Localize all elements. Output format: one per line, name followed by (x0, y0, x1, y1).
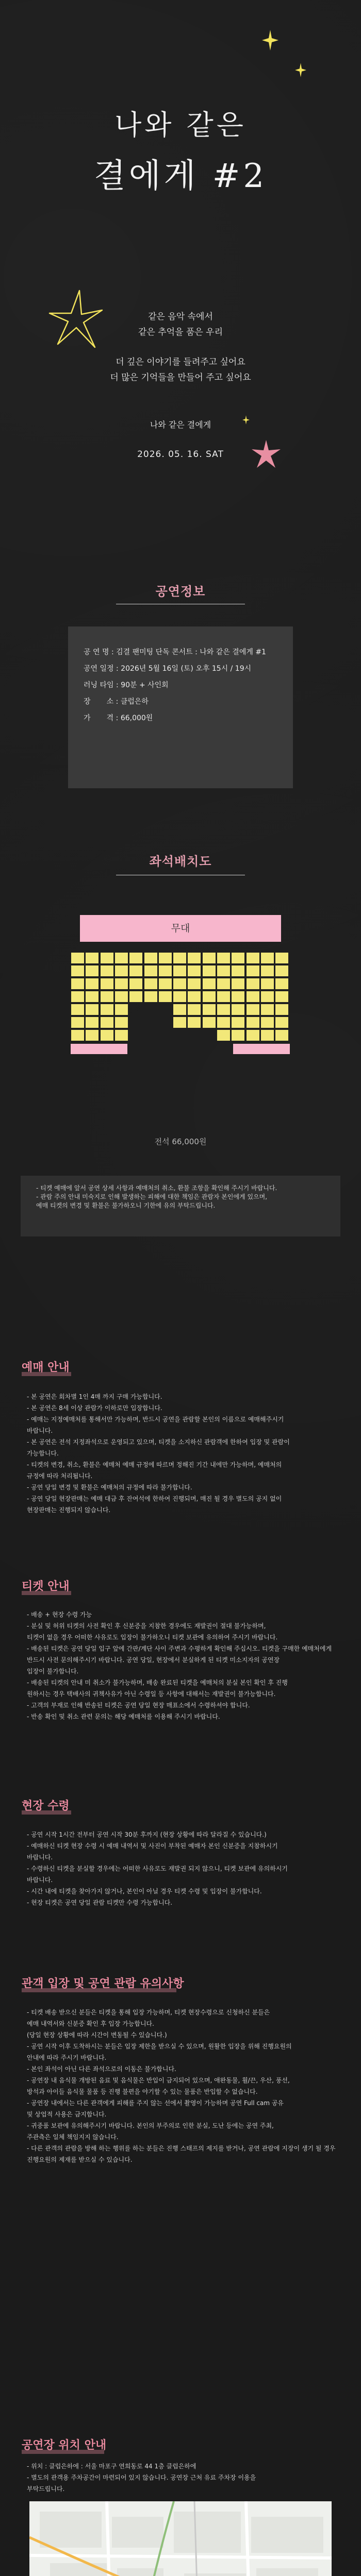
seat[interactable] (115, 965, 128, 976)
seat[interactable] (144, 965, 157, 976)
seat[interactable] (247, 1030, 259, 1041)
seat[interactable] (173, 1017, 186, 1028)
body-line: - 공연 당일 변경 및 환불은 예매처의 규정에 따라 불가합니다. (27, 1484, 192, 1491)
seat[interactable] (129, 953, 142, 963)
seat[interactable] (188, 991, 201, 1002)
venue-heading: 공연장 위치 안내 (22, 2436, 106, 2452)
body-line: - 티켓 배송 받으신 분들은 티켓을 통해 입장 가능하며, 티켓 현장수령으로 신청하신 분들은 (27, 2009, 270, 2016)
body-line: - 현장 티켓은 공연 당일 관람 티켓만 수령 가능합니다. (27, 1899, 173, 1906)
seat[interactable] (203, 991, 216, 1002)
hero-lyric: 더 많은 기억들을 만들어 주고 싶어요 (110, 372, 251, 383)
caution-text (27, 2007, 347, 2165)
seat[interactable] (261, 965, 274, 976)
info-row-schedule: 공연 일정 : 2026년 5월 16일 (토) 오후 15시 / 19시 (84, 665, 252, 673)
seat[interactable] (101, 1004, 113, 1015)
body-line: 예매 내역서와 신분증 확인 후 입장 가능합니다. (27, 2020, 154, 2027)
seat[interactable] (115, 1030, 128, 1041)
info-row-runtime: 러닝 타임 : 90분 + 사인회 (84, 681, 169, 689)
seat[interactable] (159, 965, 172, 976)
notice-line: - 티켓 예매에 앞서 공연 상세 사항과 예매처의 취소, 환불 조항을 확인해 주시기 바랍니다. (36, 1184, 277, 1192)
body-line: - 본인 좌석이 아닌 다른 좌석으로의 이동은 불가합니다. (27, 2065, 176, 2073)
body-line: - 공연장 내 음식물 개방된 음료 및 음식물은 반입이 금지되어 있으며, 애완동물, 휠/끈, 우산, 풍선, (27, 2077, 290, 2084)
body-line: - 별도의 관객용 주차공간이 마련되어 있지 않습니다. 공연장 근처 유료 주차장 이용을 (27, 2474, 256, 2481)
hero-lyric: 같은 음악 속에서 (148, 312, 213, 322)
performance-heading: 공연정보 (155, 584, 206, 599)
hero-lyric: 더 깊은 이야기를 들려주고 싶어요 (116, 357, 245, 367)
seat[interactable] (115, 953, 128, 963)
body-line: 바랍니다. (27, 1427, 53, 1434)
seat[interactable] (71, 965, 84, 976)
body-line: - 분실 및 허위 티켓의 사전 확인 후 신분증을 지참한 경우에도 재발권이 절대 불가능하며, (27, 1622, 266, 1630)
seat[interactable] (86, 978, 99, 989)
seat[interactable] (86, 1030, 99, 1041)
seat[interactable] (261, 991, 274, 1002)
booking-heading: 예매 안내 (22, 1359, 70, 1375)
body-line: 안내에 따라 주시기 바랍니다. (27, 2054, 107, 2061)
performance-info-box (68, 626, 293, 788)
body-line: 가능합니다. (27, 1450, 59, 1457)
seat[interactable] (247, 1017, 259, 1028)
body-line: - 귀중품 보관에 유의해주시기 바랍니다. 본인의 부주의로 인한 분실, 도난 등에는 공연 주최, (27, 2122, 274, 2129)
seat[interactable] (217, 991, 230, 1002)
seat[interactable] (115, 978, 128, 989)
body-line: - 공연 시작 1시간 전부터 공연 시작 30분 후까지 (현장 상황에 따라 달라질 수 있습니다.) (27, 1831, 267, 1838)
pickup-heading: 현장 수령 (22, 1797, 70, 1813)
seatmap-heading: 좌석배치도 (149, 854, 212, 869)
body-line: - 공연 당일 현장판매는 예매 대금 후 잔여석에 한하여 진행되며, 매진 될 경우 별도의 공지 없이 (27, 1495, 282, 1502)
seat[interactable] (247, 978, 259, 989)
seat[interactable] (144, 978, 157, 989)
body-line: 방석과 아이들 음식물 물품 등 진행 불편을 야기할 수 있는 물품은 반입할 수 없습니다. (27, 2088, 258, 2095)
info-row-venue: 장 소 : 클럽은하 (84, 698, 149, 706)
body-line: 진행요원의 제재를 받으실 수 있습니다. (27, 2156, 133, 2163)
seat[interactable] (173, 1004, 186, 1015)
body-line: 입장이 불가합니다. (27, 1668, 79, 1675)
body-line: - 공연장 내에서는 다른 관객에게 피해를 주지 않는 선에서 촬영이 가능하며 공연 Full cam 공유 (27, 2099, 284, 2107)
seat[interactable] (232, 1030, 244, 1041)
seat[interactable] (71, 953, 84, 963)
seat[interactable] (188, 1004, 201, 1015)
body-line: 원하시는 경우 택배사의 귀책사유가 아닌 수령일 등 사항에 대해서는 재발권이 불가능합니다. (27, 1690, 276, 1698)
body-line: - 위치 : 클럽은하에 : 서울 마포구 연희동로 44 1층 클럽은하에 (27, 2463, 196, 2470)
seat[interactable] (159, 953, 172, 963)
seat[interactable] (203, 1004, 216, 1015)
seat[interactable] (275, 1017, 288, 1028)
seat[interactable] (188, 953, 201, 963)
body-line: - 본 공연은 전석 지정좌석으로 운영되고 있으며, 티켓을 소지하신 관람객에 한하여 입장 및 관람이 (27, 1438, 290, 1446)
seat[interactable] (203, 965, 216, 976)
body-line: - 시간 내에 티켓을 찾아가지 않거나, 본인이 아닐 경우 티켓 수령 및 입장이 불가합니다. (27, 1888, 262, 1895)
seat[interactable] (101, 991, 113, 1002)
price-label: 전석 66,000원 (154, 1137, 207, 1146)
seat[interactable] (173, 991, 186, 1002)
body-line: 현장판매는 진행되지 않습니다. (27, 1506, 111, 1514)
body-line: 바랍니다. (27, 1876, 53, 1884)
seat[interactable] (129, 991, 142, 1002)
ticket-text (27, 1609, 347, 1722)
seat[interactable] (129, 965, 142, 976)
hero-title-line1: 나와 같은 (114, 109, 247, 141)
seat[interactable] (71, 1030, 84, 1041)
seat[interactable] (261, 978, 274, 989)
seat[interactable] (275, 953, 288, 963)
body-line: 바랍니다. (27, 1854, 53, 1861)
body-line: - 예매는 지정예매처를 통해서만 가능하며, 반드시 공연을 관람할 본인의 이름으로 예매해주시기 (27, 1416, 284, 1423)
seat[interactable] (261, 1017, 274, 1028)
seat[interactable] (86, 953, 99, 963)
seat[interactable] (101, 978, 113, 989)
seat[interactable] (173, 953, 186, 963)
seat[interactable] (217, 965, 230, 976)
hero-title-line2: 결에게 #2 (93, 157, 268, 195)
sparkle-icon (295, 63, 306, 77)
seat[interactable] (115, 1004, 128, 1015)
caution-heading: 관객 입장 및 공연 관람 유의사항 (22, 1975, 184, 1991)
seat[interactable] (261, 1030, 274, 1041)
booking-text (27, 1391, 347, 1516)
seat[interactable] (232, 953, 244, 963)
seat[interactable] (71, 1017, 84, 1028)
body-line: - 티켓의 변경, 취소, 환불은 예매처 예매 규정에 따르며 정해진 기간 내에만 가능하며, 예매처의 (27, 1461, 282, 1468)
seat[interactable] (101, 965, 113, 976)
body-line: - 반송 확인 및 취소 관련 문의는 해당 예매처를 이용해 주시기 바랍니다. (27, 1713, 220, 1720)
body-line: 및 상업적 사용은 금지합니다. (27, 2111, 107, 2118)
body-line: - 배송된 티켓의 안내 미 취소가 불가능하며, 배송 완료된 티켓을 예매처의 분실 본인 확인 후 진행 (27, 1679, 288, 1686)
seat[interactable] (217, 1004, 230, 1015)
seat[interactable] (247, 1004, 259, 1015)
seat[interactable] (217, 1017, 230, 1028)
seat[interactable] (71, 1004, 84, 1015)
seat[interactable] (232, 991, 244, 1002)
seat[interactable] (115, 1017, 128, 1028)
hero-lyric: 같은 추억을 품은 우리 (138, 327, 223, 337)
seat[interactable] (129, 978, 142, 989)
seat[interactable] (86, 1004, 99, 1015)
seat[interactable] (101, 1017, 113, 1028)
side-section-left (71, 1044, 127, 1054)
map-graphic (29, 2501, 332, 2576)
seat[interactable] (188, 1017, 201, 1028)
seat[interactable] (188, 978, 201, 989)
seat[interactable] (247, 965, 259, 976)
seat[interactable] (101, 1030, 113, 1041)
seat[interactable] (173, 965, 186, 976)
seat[interactable] (203, 1017, 216, 1028)
body-line: - 고객의 부재로 인해 반송된 티켓은 공연 당일 현장 매표소에서 수령하셔야 합니다. (27, 1702, 250, 1709)
body-line: - 본 공연은 회차별 1인 4매 까지 구매 가능합니다. (27, 1393, 162, 1400)
body-line: 부탁드립니다. (27, 2485, 65, 2493)
seat[interactable] (86, 1017, 99, 1028)
seat[interactable] (144, 953, 157, 963)
notice-line: - 관람 주의 안내 미숙지로 인해 발생하는 피해에 대한 책임은 관람자 본인에게 있으며, (36, 1193, 268, 1200)
seat[interactable] (159, 991, 172, 1002)
body-line: (당일 현장 상황에 따라 시간이 변동될 수 있습니다.) (27, 2031, 167, 2039)
hero-subtitle: 나와 같은 결에게 (150, 420, 211, 430)
body-line: - 다른 관객의 관람을 방해 하는 행위를 하는 분들은 진행 스태프의 제지를 받거나, 공연 관람에 지장이 생기 될 경우 (27, 2145, 336, 2152)
seat[interactable] (115, 991, 128, 1002)
body-line: - 수령하신 티켓을 분실할 경우에는 어떠한 사유로도 재발권 되지 않으니, 티켓 보관에 유의하시기 (27, 1865, 288, 1872)
pickup-text (27, 1829, 347, 1908)
seat[interactable] (101, 953, 113, 963)
info-row-price: 가 격 : 66,000원 (84, 714, 153, 722)
seat[interactable] (275, 965, 288, 976)
info-row-title: 공 연 명 : 김결 팬미팅 단독 콘서트 : 나와 같은 결에게 #1 (84, 648, 266, 656)
seat[interactable] (275, 1030, 288, 1041)
notice-box (21, 1176, 340, 1236)
seat[interactable] (232, 1017, 244, 1028)
sparkle-icon (262, 30, 278, 50)
body-line: - 배송된 티켓은 공연 당일 입구 앞에 간판/계단 사이 주변과 수평하게 확인해 주십시오. 티켓을 구매한 예매처에게 (27, 1645, 332, 1652)
seat[interactable] (173, 978, 186, 989)
seat[interactable] (261, 1004, 274, 1015)
body-line: 반드시 사전 문의해주시기 바랍니다. 공연 당일, 현장에서 분실하게 된 티켓 미소지자의 공연장 (27, 1656, 280, 1664)
seat[interactable] (232, 1004, 244, 1015)
seat[interactable] (232, 978, 244, 989)
seat[interactable] (217, 978, 230, 989)
venue-text (27, 2461, 347, 2495)
seat[interactable] (247, 953, 259, 963)
body-line: - 예매하신 티켓 현장 수령 시 예매 내역서 및 사진이 부착된 예매자 본인 신분증을 지참하시기 (27, 1842, 278, 1850)
seat[interactable] (203, 978, 216, 989)
ticket-heading: 티켓 안내 (22, 1578, 70, 1594)
side-section-right (233, 1044, 290, 1054)
seat[interactable] (261, 953, 274, 963)
seat[interactable] (217, 1030, 230, 1041)
seat[interactable] (275, 991, 288, 1002)
seat[interactable] (275, 1004, 288, 1015)
seat[interactable] (86, 965, 99, 976)
event-date: 2026. 05. 16. SAT (137, 449, 224, 460)
seat[interactable] (71, 991, 84, 1002)
seat[interactable] (188, 965, 201, 976)
body-line: - 배송 + 현장 수령 가능 (27, 1611, 92, 1618)
seat[interactable] (159, 978, 172, 989)
body-line: 티켓이 없을 경우 어떠한 사유로도 입장이 불가하오니 티켓 보관에 유의하여 주시기 바랍니다. (27, 1634, 278, 1641)
body-line: - 공연 시작 이후 도착하시는 분들은 입장 제한을 받으실 수 있으며, 원활한 입장을 위해 진행요원의 (27, 2043, 292, 2050)
body-line: - 본 공연은 8세 이상 관람가 이하로만 입장합니다. (27, 1404, 162, 1412)
notice-line: 예매 티켓의 변경 및 환불은 불가하오니 기한에 유의 부탁드립니다. (36, 1202, 216, 1209)
seat[interactable] (232, 965, 244, 976)
seat[interactable] (144, 991, 157, 1002)
body-line: 주관측은 일체 책임지지 않습니다. (27, 2133, 119, 2141)
seat[interactable] (203, 953, 216, 963)
stage: 무대 (80, 915, 281, 942)
seat[interactable] (217, 953, 230, 963)
venue-map[interactable] (29, 2501, 332, 2576)
seat[interactable] (247, 991, 259, 1002)
body-line: 규정에 따라 처리됩니다. (27, 1472, 93, 1480)
seat[interactable] (275, 978, 288, 989)
seat[interactable] (86, 991, 99, 1002)
seat[interactable] (71, 978, 84, 989)
